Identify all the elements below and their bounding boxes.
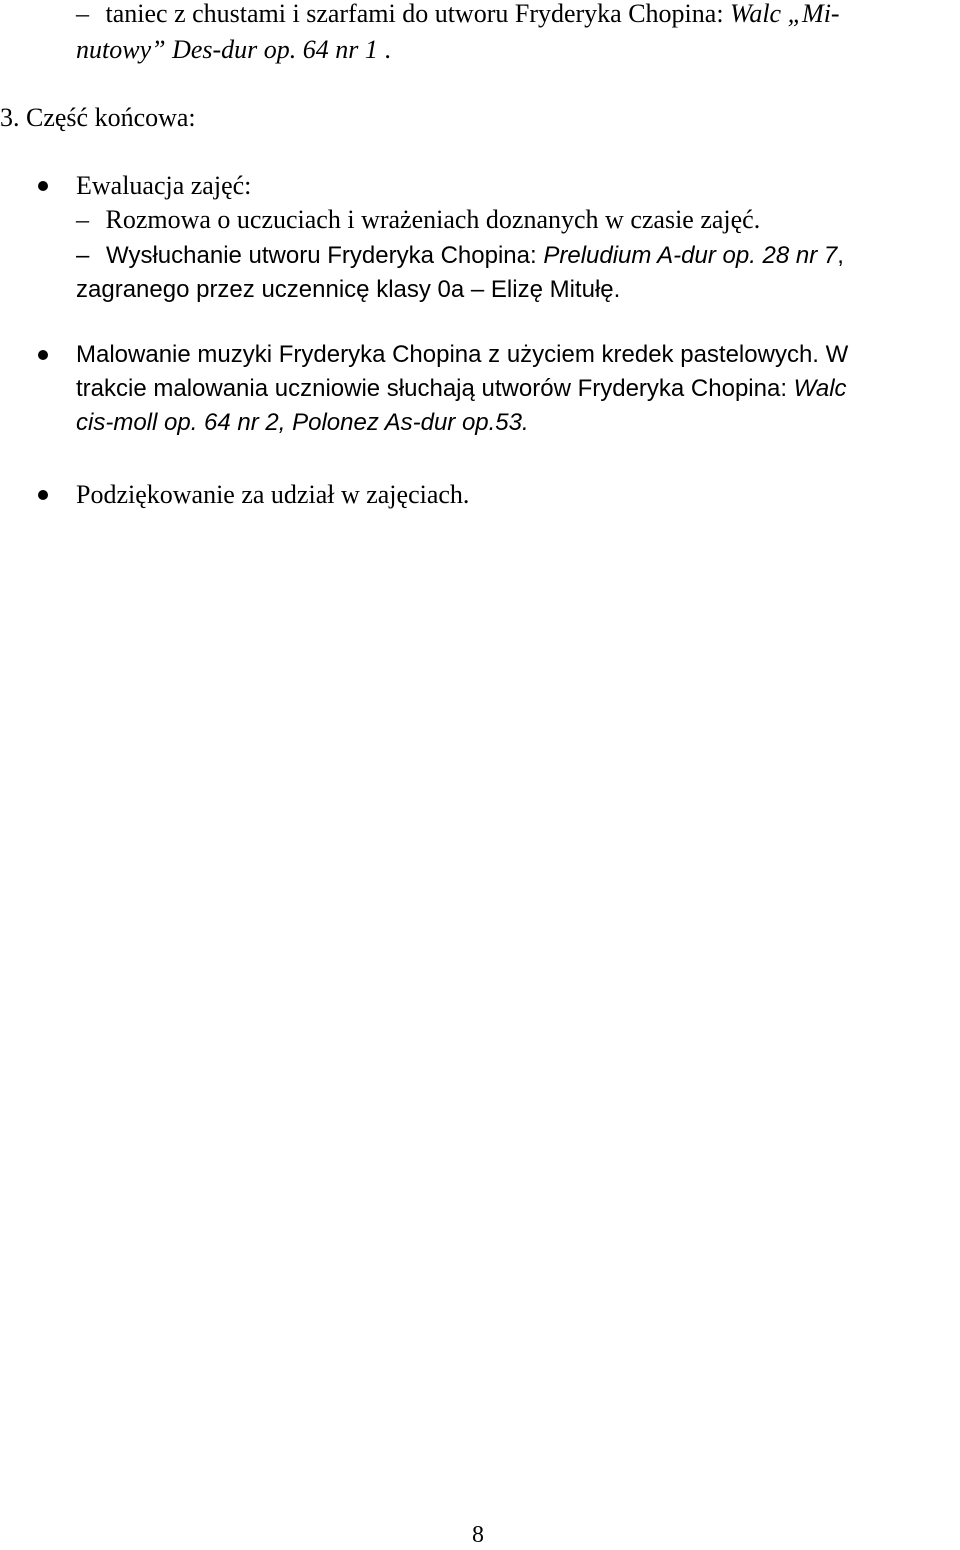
bullet-painting-line1: Malowanie muzyki Fryderyka Chopina z użyciem kredek pastelowych. W: [76, 341, 849, 368]
bullet-evaluation: Ewaluacja zajęć:: [76, 171, 252, 200]
dash-marker: –: [76, 205, 89, 234]
bullet-icon: [38, 350, 48, 360]
dance-title-italic: Walc „Mi-: [730, 0, 840, 28]
list-item-dance-cont: [76, 32, 391, 68]
dash-marker: –: [76, 242, 90, 269]
conversation-text: Rozmowa o uczuciach i wrażeniach doznanych w czasie zajęć.: [105, 205, 761, 234]
bullet-thanks: Podziękowanie za udział w zajęciach.: [76, 480, 470, 509]
dance-title-end: .: [377, 35, 391, 64]
bullet-painting-line2: [76, 371, 847, 407]
bullet-icon: [38, 490, 48, 500]
list-item-dance: [76, 0, 840, 32]
sub-item-listening: [76, 238, 844, 274]
dance-title-italic-cont: nutowy” Des-dur op. 64 nr 1: [76, 35, 378, 64]
painting-text: trakcie malowania uczniowie słuchają utworów Fryderyka Chopina:: [76, 375, 794, 402]
waltz-title: Walc: [793, 375, 847, 402]
page-number: 8: [472, 1522, 484, 1548]
sub-item-conversation: [76, 202, 760, 238]
bullet-icon: [38, 181, 48, 191]
dash-marker: –: [76, 0, 89, 28]
listening-comma: ,: [837, 242, 844, 269]
listening-text: Wysłuchanie utworu Fryderyka Chopina:: [106, 242, 544, 269]
sub-item-listening-cont: zagranego przez uczennicę klasy 0a – Elizę Mitułę.: [76, 276, 621, 303]
bullet-painting-line3: cis-moll op. 64 nr 2, Polonez As-dur op.53.: [76, 409, 529, 436]
section-heading: 3. Część końcowa:: [0, 103, 196, 132]
dance-text: taniec z chustami i szarfami do utworu Fryderyka Chopina:: [105, 0, 731, 28]
prelude-title: Preludium A-dur op. 28 nr 7: [543, 242, 838, 269]
